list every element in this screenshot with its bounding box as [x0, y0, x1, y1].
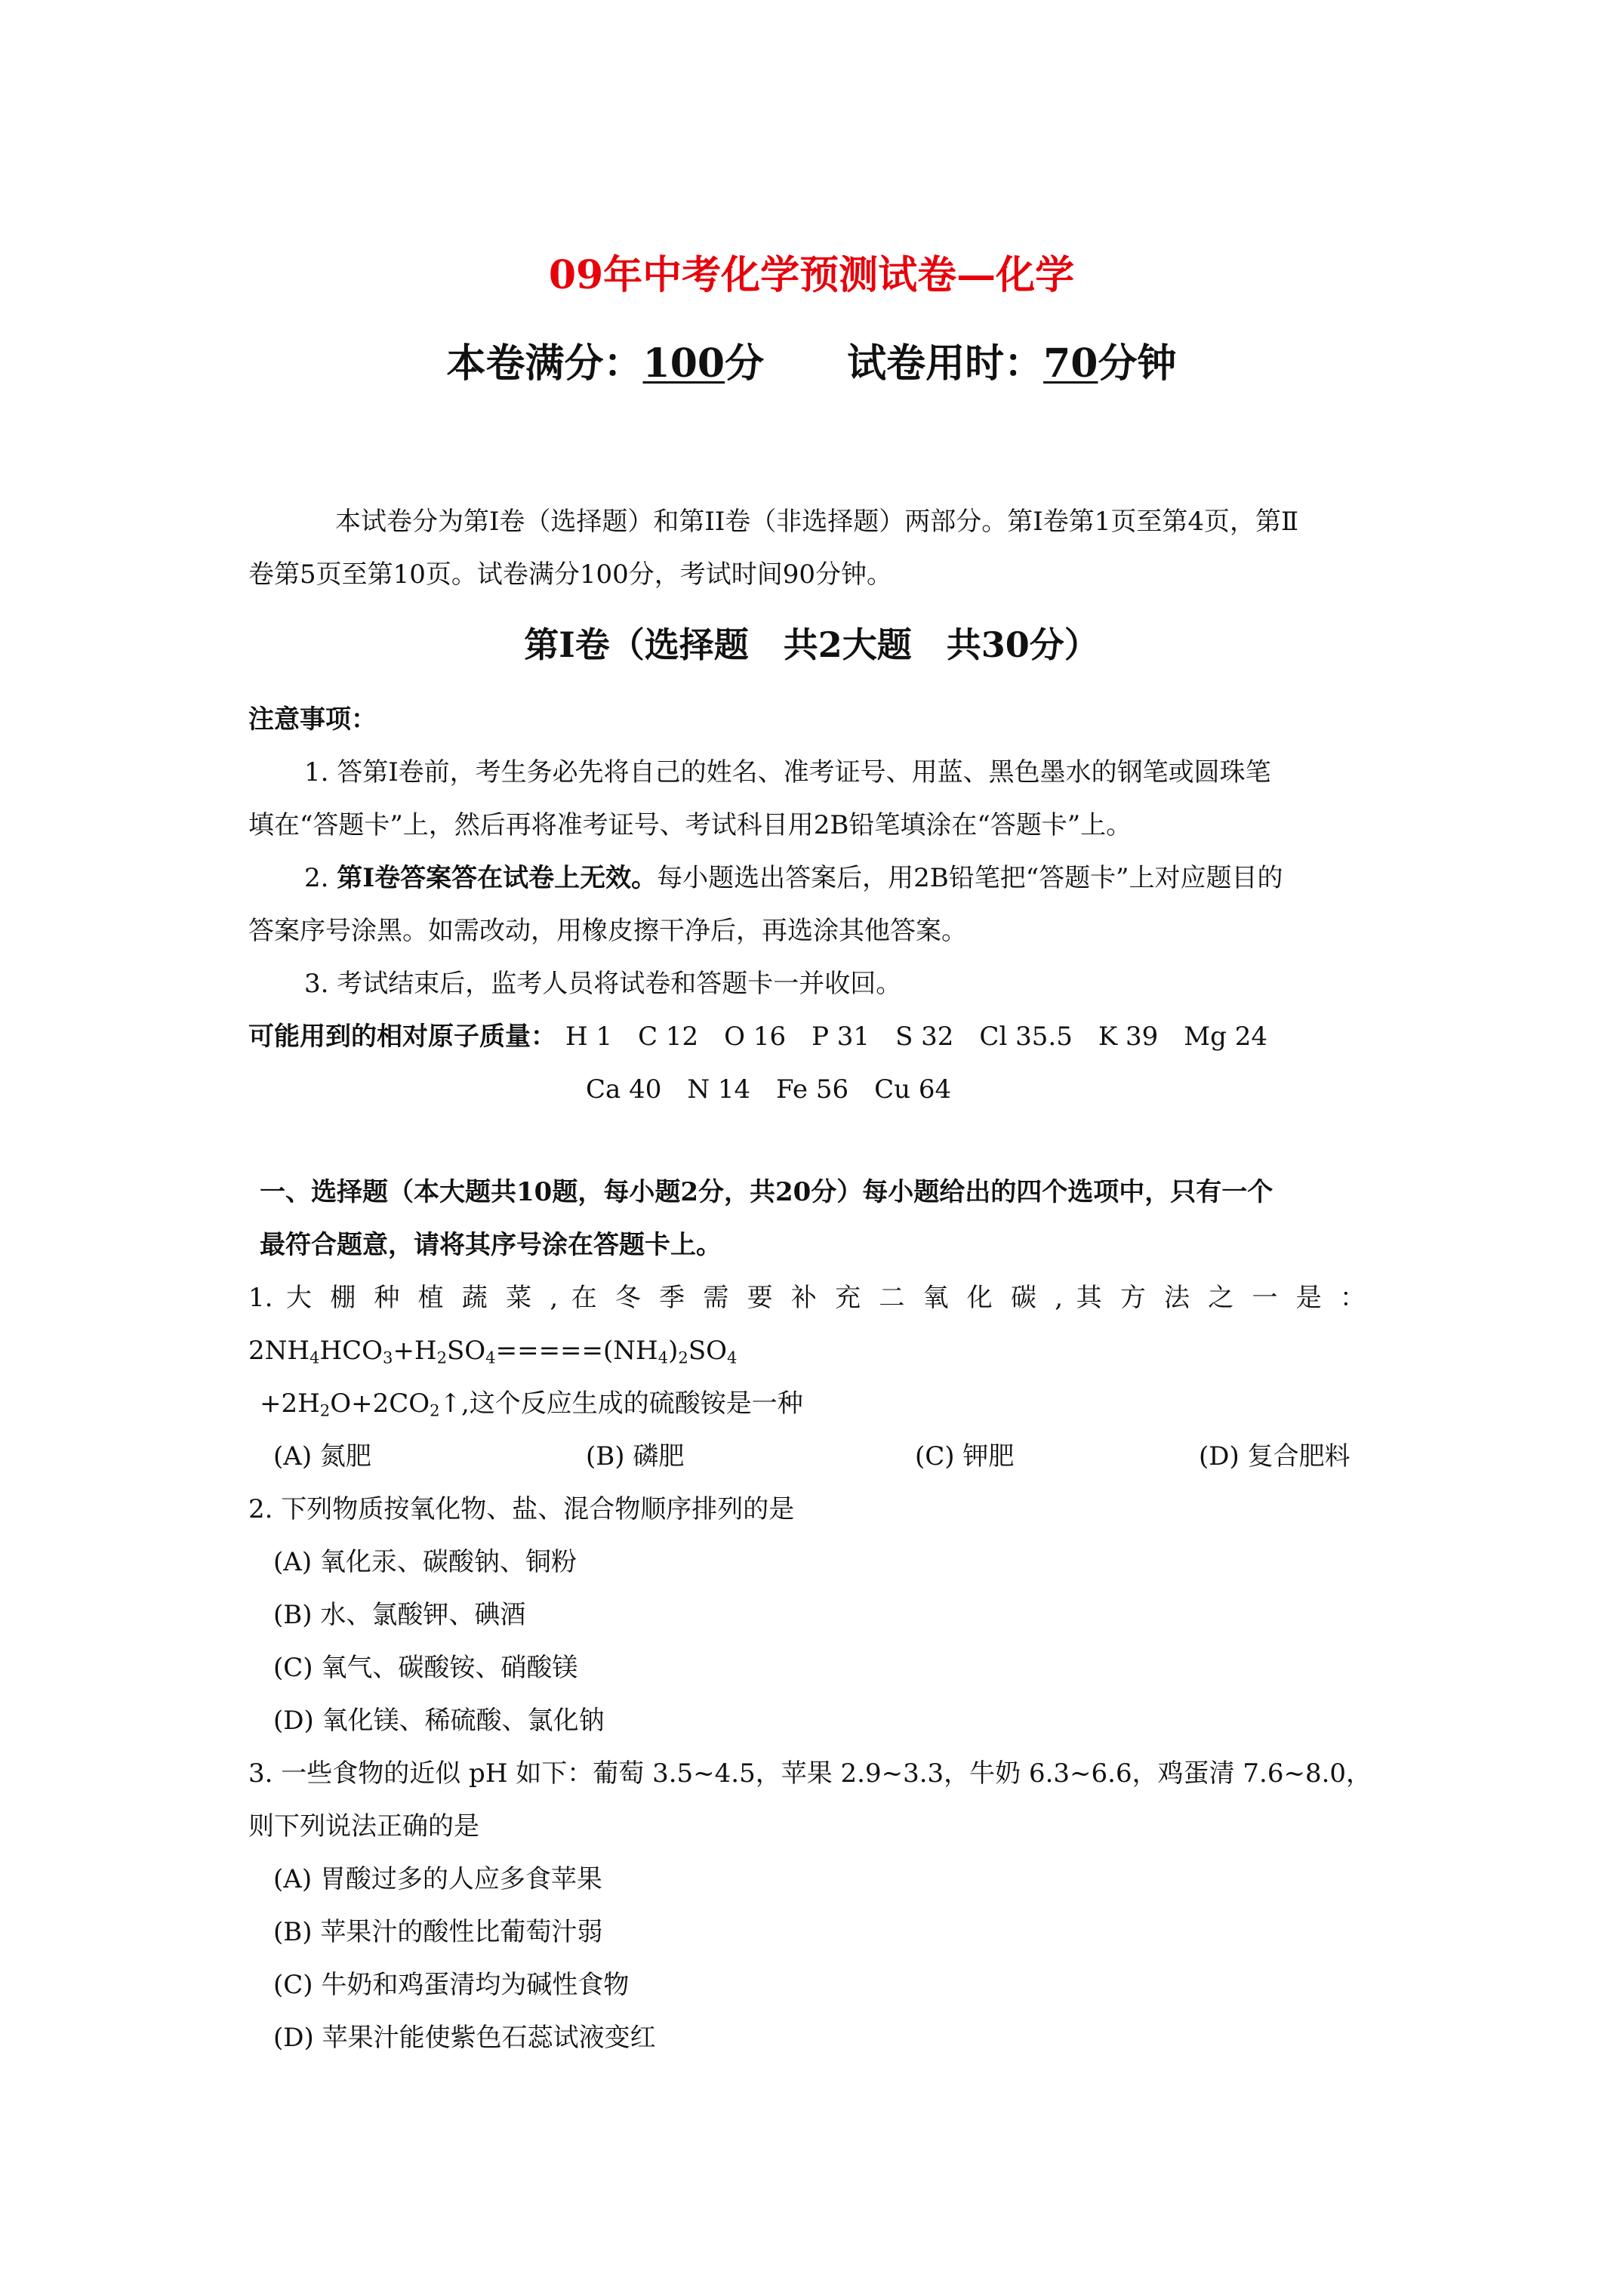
note-1-line-1: 1. 答第I卷前，考生务必先将自己的姓名、准考证号、用蓝、黑色墨水的钢笔或圆珠笔 [304, 757, 1271, 787]
exam-info [0, 341, 1623, 387]
note-2-line-1 [304, 864, 1283, 893]
question-3-option-a: (A) 胃酸过多的人应多食苹果 [273, 1864, 602, 1894]
question-2-option-d: (D) 氧化镁、稀硫酸、氯化钠 [273, 1706, 605, 1736]
note-2-line-2: 答案序号涂黑。如需改动，用橡皮擦干净后，再选涂其他答案。 [248, 916, 967, 946]
time-label: 试卷用时： [847, 341, 1044, 387]
part1-heading-line-2: 最符合题意，请将其序号涂在答题卡上。 [260, 1230, 722, 1260]
intro-line-1: 本试卷分为第I卷（选择题）和第II卷（非选择题）两部分。第Ⅰ卷第1页至第4页，第Ⅱ [335, 507, 1299, 537]
question-1-option-d: (D) 复合肥料 [1199, 1441, 1350, 1472]
note-2-number: 2. [304, 863, 337, 893]
atomic-mass-line-2: Ca 40 N 14 Fe 56 Cu 64 [586, 1074, 952, 1105]
question-1-option-a: (A) 氮肥 [273, 1441, 371, 1472]
question-1-option-c: (C) 钾肥 [915, 1441, 1015, 1472]
section-title: 第I卷（选择题 共2大题 共30分） [524, 624, 1099, 665]
note-2-text: 每小题选出答案后，用2B铅笔把“答题卡”上对应题目的 [657, 863, 1283, 893]
question-1-option-b: (B) 磷肥 [586, 1441, 685, 1472]
question-3-option-d: (D) 苹果汁能使紫色石蕊试液变红 [273, 2023, 656, 2053]
question-1-equation: $2NH_4HCO_3+H_2SO_4=====(NH_4)_2SO_4$ [248, 1336, 738, 1367]
question-2-stem: 2. 下列物质按氧化物、盐、混合物顺序排列的是 [248, 1494, 795, 1524]
full-score-value: 100 [642, 341, 725, 387]
question-3-stem-line-2: 则下列说法正确的是 [248, 1811, 479, 1841]
question-3-stem-line-1: 3. 一些食物的近似 pH 如下：葡萄 3.5~4.5，苹果 2.9~3.3，牛奶 6.3~6.6，鸡蛋清 7.6~8.0， [248, 1758, 1372, 1789]
time-unit: 分钟 [1098, 341, 1177, 387]
question-2-option-a: (A) 氧化汞、碳酸钠、铜粉 [273, 1547, 577, 1577]
question-2-option-c: (C) 氧气、碳酸铵、硝酸镁 [273, 1653, 578, 1683]
note-3: 3. 考试结束后，监考人员将试卷和答题卡一并收回。 [304, 969, 902, 999]
full-score-label: 本卷满分： [446, 341, 643, 387]
question-2-option-b: (B) 水、氯酸钾、碘酒 [273, 1600, 526, 1630]
notes-heading: 注意事项： [248, 704, 377, 735]
note-1-line-2: 填在“答题卡”上，然后再将准考证号、考试科目用2B铅笔填涂在“答题卡”上。 [248, 810, 1132, 840]
full-score-unit: 分 [725, 341, 765, 387]
question-1-equation-cont: $+2H_2O+2CO_2↑$,这个反应生成的硫酸铵是一种 [260, 1388, 803, 1420]
atomic-mass-values-1: H 1 C 12 O 16 P 31 S 32 Cl 35.5 K 39 Mg 24 [565, 1022, 1267, 1052]
part1-heading-line-1: 一、选择题（本大题共10题，每小题2分，共20分）每小题给出的四个选项中，只有一个 [260, 1177, 1273, 1207]
atomic-mass-line-1 [248, 1022, 1267, 1052]
question-1-stem: 1. 大 棚 种 植 蔬 菜 , 在 冬 季 需 要 补 充 二 氧 化 碳 , 其 方 法 之 一 是 ： [248, 1283, 1366, 1313]
intro-line-2: 卷第5页至第10页。试卷满分100分，考试时间90分钟。 [248, 559, 893, 590]
question-3-option-b: (B) 苹果汁的酸性比葡萄汁弱 [273, 1917, 603, 1947]
time-value: 70 [1043, 341, 1098, 387]
document-title: 09年中考化学预测试卷—化学 [548, 252, 1075, 298]
note-2-emphasis: 第I卷答案答在试卷上无效。 [337, 863, 658, 893]
atomic-mass-label: 可能用到的相对原子质量： [248, 1022, 556, 1052]
question-3-option-c: (C) 牛奶和鸡蛋清均为碱性食物 [273, 1970, 630, 2000]
